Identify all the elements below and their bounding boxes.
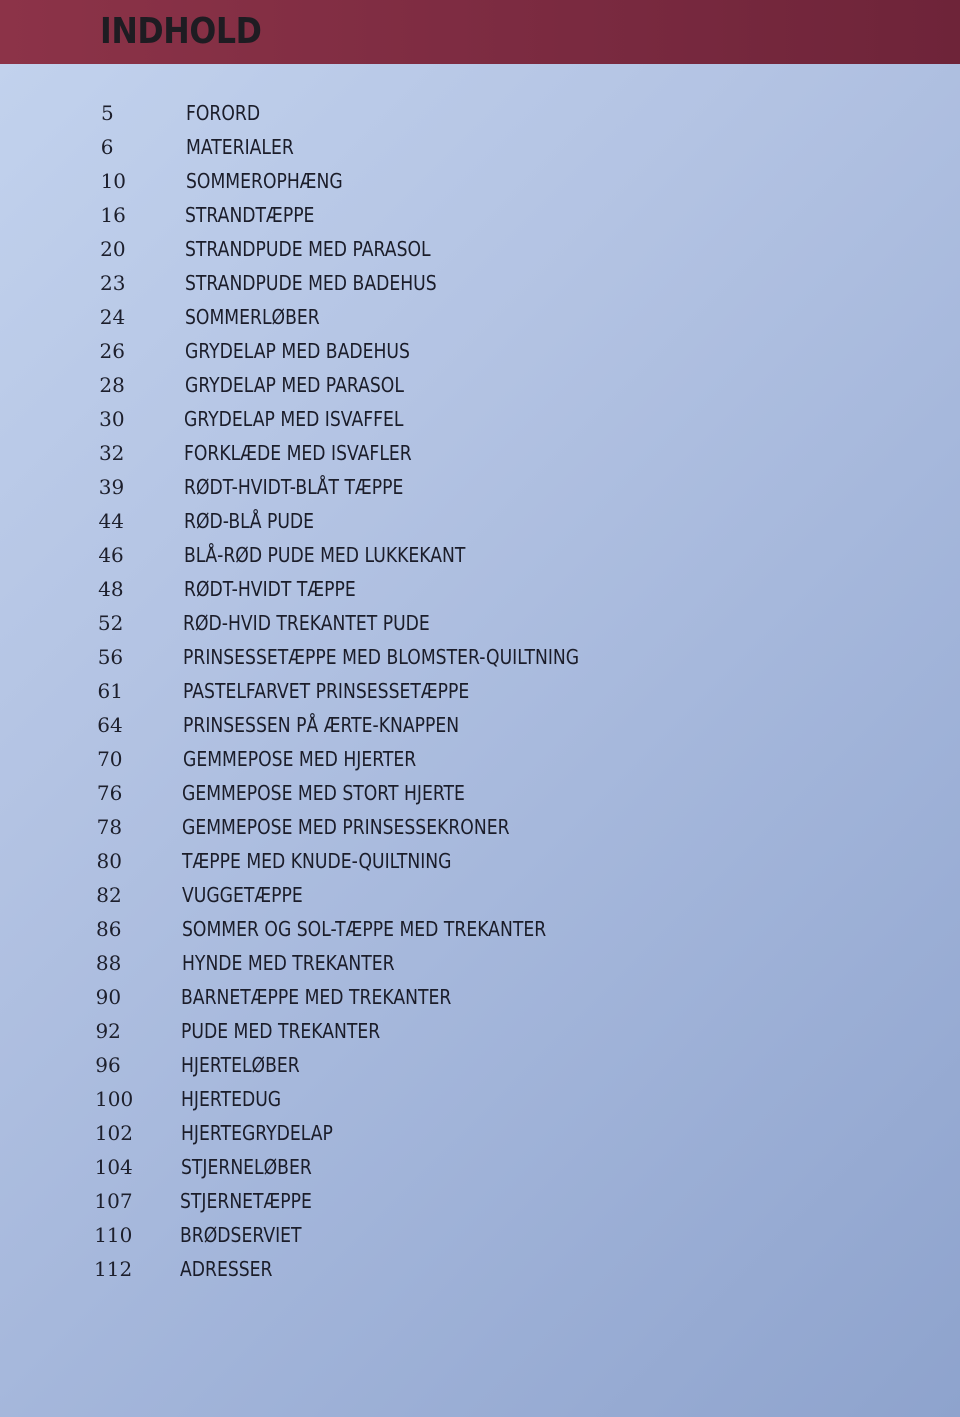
toc-entry: [0, 572, 960, 606]
toc-page-number: 48: [98, 577, 124, 601]
toc-entry: [0, 946, 960, 980]
toc-entry: [0, 470, 960, 504]
toc-title: PUDE MED TREKANTER: [181, 1019, 381, 1043]
toc-page-number: 100: [95, 1087, 134, 1111]
toc-entry: [0, 436, 960, 470]
toc-entry: [0, 1014, 960, 1048]
toc-entry: [0, 1252, 960, 1286]
toc-entry: [0, 538, 960, 572]
toc-page-number: 46: [98, 543, 124, 567]
toc-title: VUGGETÆPPE: [181, 883, 303, 907]
toc-page-number: 70: [97, 747, 123, 771]
toc-entry: [0, 504, 960, 538]
toc-page-number: 52: [97, 611, 124, 635]
page-title: INDHOLD: [100, 11, 262, 52]
toc-page-number: 102: [94, 1121, 133, 1145]
toc-title: RØD-BLÅ PUDE: [183, 509, 314, 533]
toc-entry: [0, 402, 960, 436]
toc-entry: [0, 130, 960, 164]
header-band: [0, 0, 960, 64]
toc-page-number: 16: [100, 203, 126, 227]
toc-entry: [0, 266, 960, 300]
toc-entry: [0, 606, 960, 640]
toc-title: ADRESSER: [180, 1257, 273, 1281]
toc-title: BLÅ-RØD PUDE MED LUKKEKANT: [183, 543, 466, 567]
toc-page-number: 112: [94, 1257, 133, 1281]
toc-entry: [0, 1218, 960, 1252]
toc-page-number: 80: [96, 849, 122, 873]
toc-title: HJERTEGRYDELAP: [180, 1121, 333, 1145]
toc-title: SOMMERLØBER: [184, 305, 320, 329]
toc-title: PRINSESSETÆPPE MED BLOMSTER-QUILTNING: [183, 645, 580, 669]
toc-entry: [0, 810, 960, 844]
toc-entry: [0, 640, 960, 674]
toc-page-number: 107: [94, 1189, 133, 1213]
toc-title: GRYDELAP MED BADEHUS: [184, 339, 410, 363]
toc-page-number: 82: [96, 883, 122, 907]
toc-entry: [0, 844, 960, 878]
toc-page-number: 39: [98, 475, 125, 499]
toc-title: STJERNETÆPPE: [180, 1189, 313, 1213]
toc-title: FORKLÆDE MED ISVAFLER: [184, 441, 412, 465]
toc-entry: [0, 912, 960, 946]
toc-page-number: 110: [94, 1223, 133, 1247]
toc-entry: [0, 878, 960, 912]
toc-entry: [0, 198, 960, 232]
toc-page-number: 10: [100, 169, 127, 193]
toc-title: BRØDSERVIET: [180, 1223, 302, 1247]
toc-page-number: 44: [98, 509, 124, 533]
toc-entry: [0, 1150, 960, 1184]
table-of-contents: [0, 96, 960, 1286]
toc-page-number: 64: [97, 713, 123, 737]
toc-title: HJERTELØBER: [181, 1053, 300, 1077]
toc-title: PASTELFARVET PRINSESSETÆPPE: [183, 679, 470, 703]
toc-entry: [0, 1184, 960, 1218]
toc-entry: [0, 742, 960, 776]
toc-page-number: 88: [95, 951, 122, 975]
toc-title: RØDT-HVIDT-BLÅT TÆPPE: [184, 475, 404, 499]
toc-title: STJERNELØBER: [180, 1155, 312, 1179]
toc-entry: [0, 232, 960, 266]
toc-title: GRYDELAP MED ISVAFFEL: [184, 407, 404, 431]
toc-entry: [0, 96, 960, 130]
toc-title: STRANDPUDE MED BADEHUS: [185, 271, 437, 295]
toc-page-number: 96: [95, 1053, 121, 1077]
toc-page-number: 78: [96, 815, 123, 839]
toc-entry: [0, 334, 960, 368]
toc-title: RØD-HVID TREKANTET PUDE: [183, 611, 431, 635]
toc-title: GEMMEPOSE MED STORT HJERTE: [182, 781, 466, 805]
toc-page-number: 56: [97, 645, 124, 669]
toc-entry: [0, 164, 960, 198]
toc-page-number: 90: [95, 985, 122, 1009]
toc-title: MATERIALER: [185, 135, 294, 159]
toc-title: TÆPPE MED KNUDE-QUILTNING: [182, 849, 452, 873]
toc-page-number: 23: [99, 271, 126, 295]
toc-title: GEMMEPOSE MED PRINSESSEKRONER: [182, 815, 510, 839]
toc-page-number: 104: [94, 1155, 133, 1179]
toc-entry: [0, 776, 960, 810]
toc-title: FORORD: [186, 101, 261, 125]
toc-entry: [0, 1082, 960, 1116]
toc-entry: [0, 300, 960, 334]
toc-title: RØDT-HVIDT TÆPPE: [183, 577, 356, 601]
toc-title: STRANDPUDE MED PARASOL: [185, 237, 431, 261]
toc-entry: [0, 1116, 960, 1150]
toc-page-number: 20: [100, 237, 126, 261]
toc-title: HJERTEDUG: [180, 1087, 281, 1111]
toc-entry: [0, 708, 960, 742]
toc-page-number: 76: [96, 781, 123, 805]
toc-title: GRYDELAP MED PARASOL: [184, 373, 404, 397]
toc-title: STRANDTÆPPE: [185, 203, 315, 227]
toc-title: SOMMEROPHÆNG: [185, 169, 343, 193]
toc-title: GEMMEPOSE MED HJERTER: [182, 747, 416, 771]
toc-title: HYNDE MED TREKANTER: [181, 951, 395, 975]
toc-page-number: 24: [99, 305, 126, 329]
toc-entry: [0, 368, 960, 402]
toc-title: SOMMER OG SOL-TÆPPE MED TREKANTER: [181, 917, 546, 941]
toc-page-number: 6: [100, 135, 114, 159]
toc-page-number: 86: [96, 917, 122, 941]
toc-page-number: 61: [97, 679, 123, 703]
toc-title: PRINSESSEN PÅ ÆRTE-KNAPPEN: [182, 713, 459, 737]
toc-entry: [0, 1048, 960, 1082]
toc-entry: [0, 980, 960, 1014]
toc-page-number: 30: [99, 407, 125, 431]
toc-page-number: 32: [98, 441, 125, 465]
toc-title: BARNETÆPPE MED TREKANTER: [181, 985, 452, 1009]
toc-entry: [0, 674, 960, 708]
toc-page-number: 26: [99, 339, 125, 363]
toc-page-number: 92: [95, 1019, 121, 1043]
toc-page-number: 28: [99, 373, 125, 397]
toc-page-number: 5: [101, 101, 114, 125]
